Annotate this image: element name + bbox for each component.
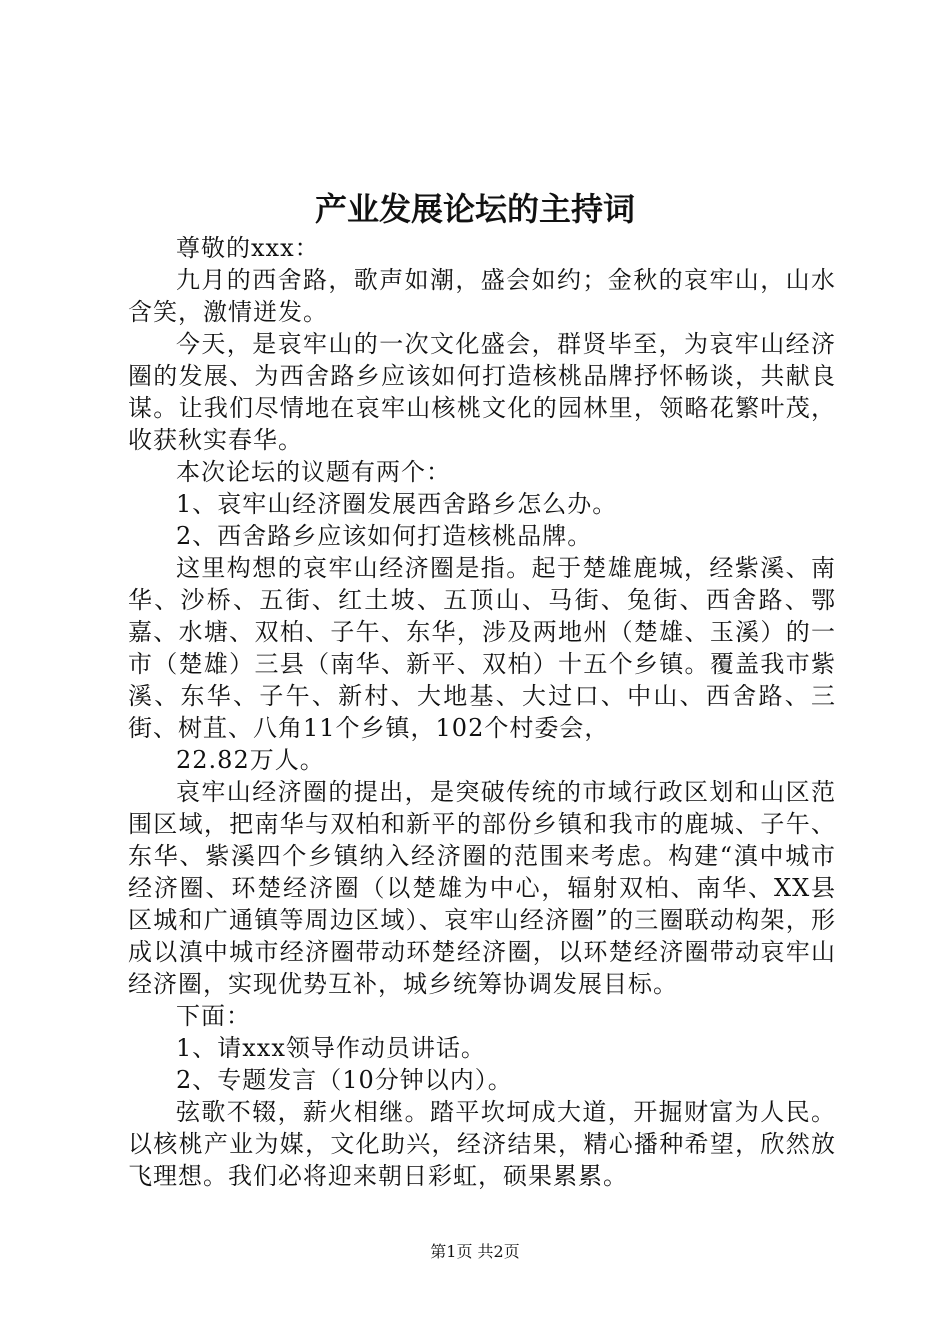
population-line: 22.82万人。 [176,746,325,774]
closing-paragraph: 弦歌不辍，薪火相继。踏平坎坷成大道，开掘财富为人民。以核桃产业为媒，文化助兴，经济结果，精心播种希望，欣然放飞理想。我们必将迎来朝日彩虹，硕果累累。 [128,1098,836,1190]
salutation: 尊敬的xxx： [176,234,320,262]
topic-item-1: 1、哀牢山经济圈发展西舍路乡怎么办。 [176,490,618,518]
proposal-paragraph: 哀牢山经济圈的提出，是突破传统的市域行政区划和山区范围区域，把南华与双柏和新平的部份乡镇和我市的鹿城、子午、东华、紫溪四个乡镇纳入经济圈的范围来考虑。构建“滇中城市经济圈、环楚经济圈（以楚雄为中心，辐射双柏、南华、XX县区城和广通镇等周边区域）、哀牢山经济圈”的三圈联动构架，形成以滇中城市经济圈带动环楚经济圈，以环楚经济圈带动哀牢山经济圈，实现优势互补，城乡统筹协调发展目标。 [128,778,836,998]
agenda-item-1: 1、请xxx领导作动员讲话。 [176,1034,486,1062]
topic-item-2: 2、西舍路乡应该如何打造核桃品牌。 [176,522,593,550]
introduction-paragraph: 今天，是哀牢山的一次文化盛会，群贤毕至，为哀牢山经济圈的发展、为西舍路乡应该如何打造核桃品牌抒怀畅谈，共献良谋。让我们尽情地在哀牢山核桃文化的园林里，领略花繁叶茂，收获秋实春华。 [128,330,836,454]
page-number: 第1页 共2页 [430,1242,520,1261]
document-body [128,232,836,1192]
agenda-heading: 下面： [176,1002,251,1030]
document-title: 产业发展论坛的主持词 [314,190,635,228]
opening-paragraph: 九月的西舍路，歌声如潮，盛会如约；金秋的哀牢山，山水含笑，激情迸发。 [128,266,836,326]
agenda-item-2: 2、专题发言（10分钟以内）。 [176,1066,513,1094]
economic-circle-paragraph: 这里构想的哀牢山经济圈是指。起于楚雄鹿城，经紫溪、南华、沙桥、五街、红土坡、五顶山、马街、兔街、西舍路、鄂嘉、水塘、双柏、子午、东华，涉及两地州（楚雄、玉溪）的一市（楚雄）三县（南华、新平、双柏）十五个乡镇。覆盖我市紫溪、东华、子午、新村、大地基、大过口、中山、西舍路、三街、树苴、八角11个乡镇，102个村委会， [128,554,836,742]
topics-heading: 本次论坛的议题有两个： [176,458,451,486]
